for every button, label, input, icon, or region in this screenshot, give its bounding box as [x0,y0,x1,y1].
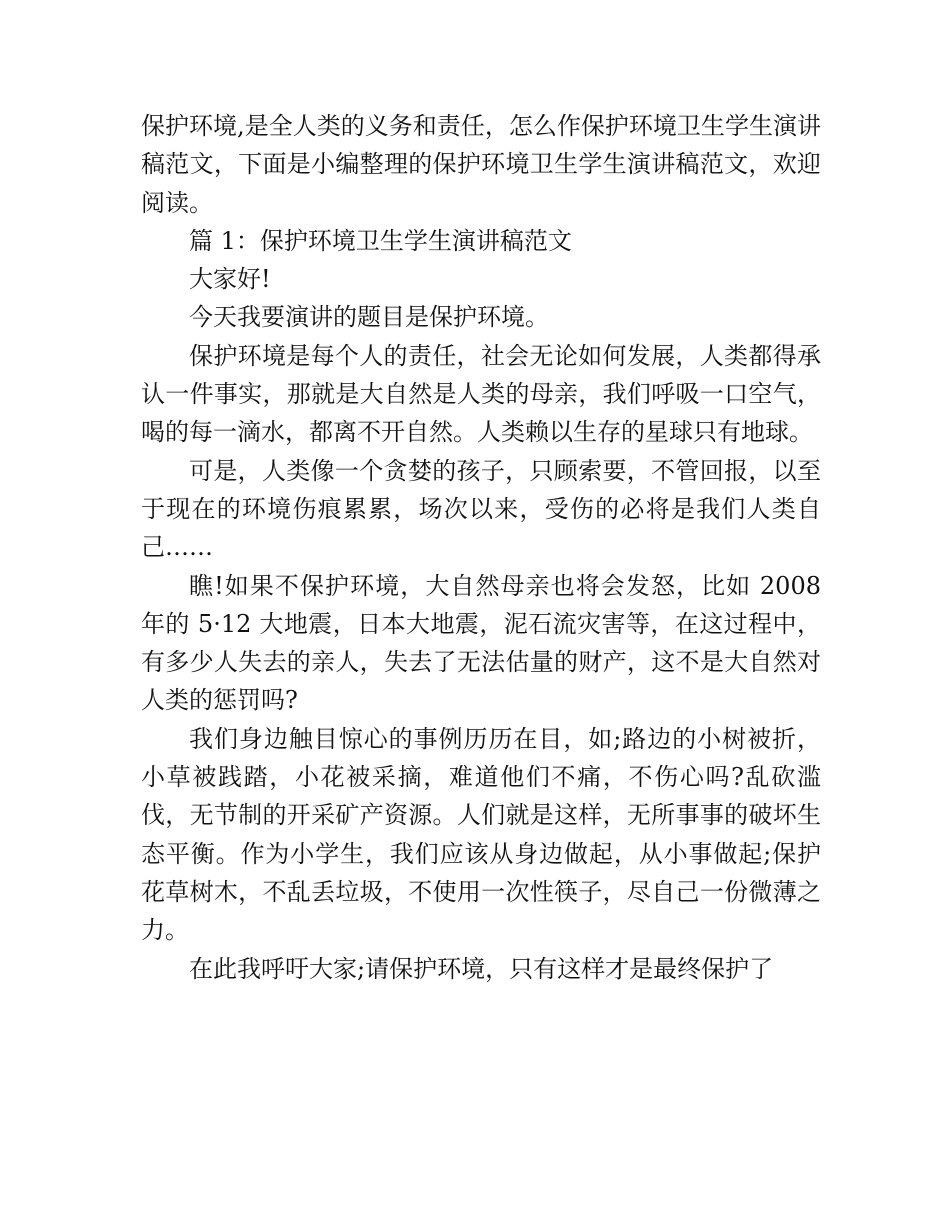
section-heading: 篇 1：保护环境卫生学生演讲稿范文 [189,226,572,255]
closing-paragraph: 在此我呼吁大家;请保护环境，只有这样才是最终保护了 [189,954,774,983]
topic-paragraph: 今天我要演讲的题目是保护环境。 [189,303,549,332]
body-paragraph: 可是，人类像一个贪婪的孩子，只顾索要，不管回报，以至于现在的环境伤痕累累，场次以来，受伤的必将是我们人类自己…… [141,456,821,562]
greeting-paragraph: 大家好! [189,265,271,294]
document-page [141,107,821,988]
body-paragraph: 保护环境是每个人的责任，社会无论如何发展，人类都得承认一件事实，那就是大自然是人类的母亲，我们呼吸一口空气，喝的每一滴水，都离不开自然。人类赖以生存的星球只有地球。 [141,341,821,447]
body-paragraph: 我们身边触目惊心的事例历历在目，如;路边的小树被折，小草被践踏，小花被采摘，难道他们不痛，不伤心吗?乱砍滥伐，无节制的开采矿产资源。人们就是这样，无所事事的破坏生态平衡。作为小学生，我们应该从身边做起，从小事做起;保护花草树木，不乱丢垃圾，不使用一次性筷子，尽自己一份微薄之力。 [141,724,821,945]
body-paragraph: 瞧!如果不保护环境，大自然母亲也将会发怒，比如 2008 年的 5·12 大地震，日本大地震，泥石流灾害等，在这过程中，有多少人失去的亲人，失去了无法估量的财产，这不是大自然对人类的惩罚吗? [141,571,821,715]
intro-paragraph: 保护环境,是全人类的义务和责任，怎么作保护环境卫生学生演讲稿范文，下面是小编整理的保护环境卫生学生演讲稿范文，欢迎阅读。 [141,112,821,217]
